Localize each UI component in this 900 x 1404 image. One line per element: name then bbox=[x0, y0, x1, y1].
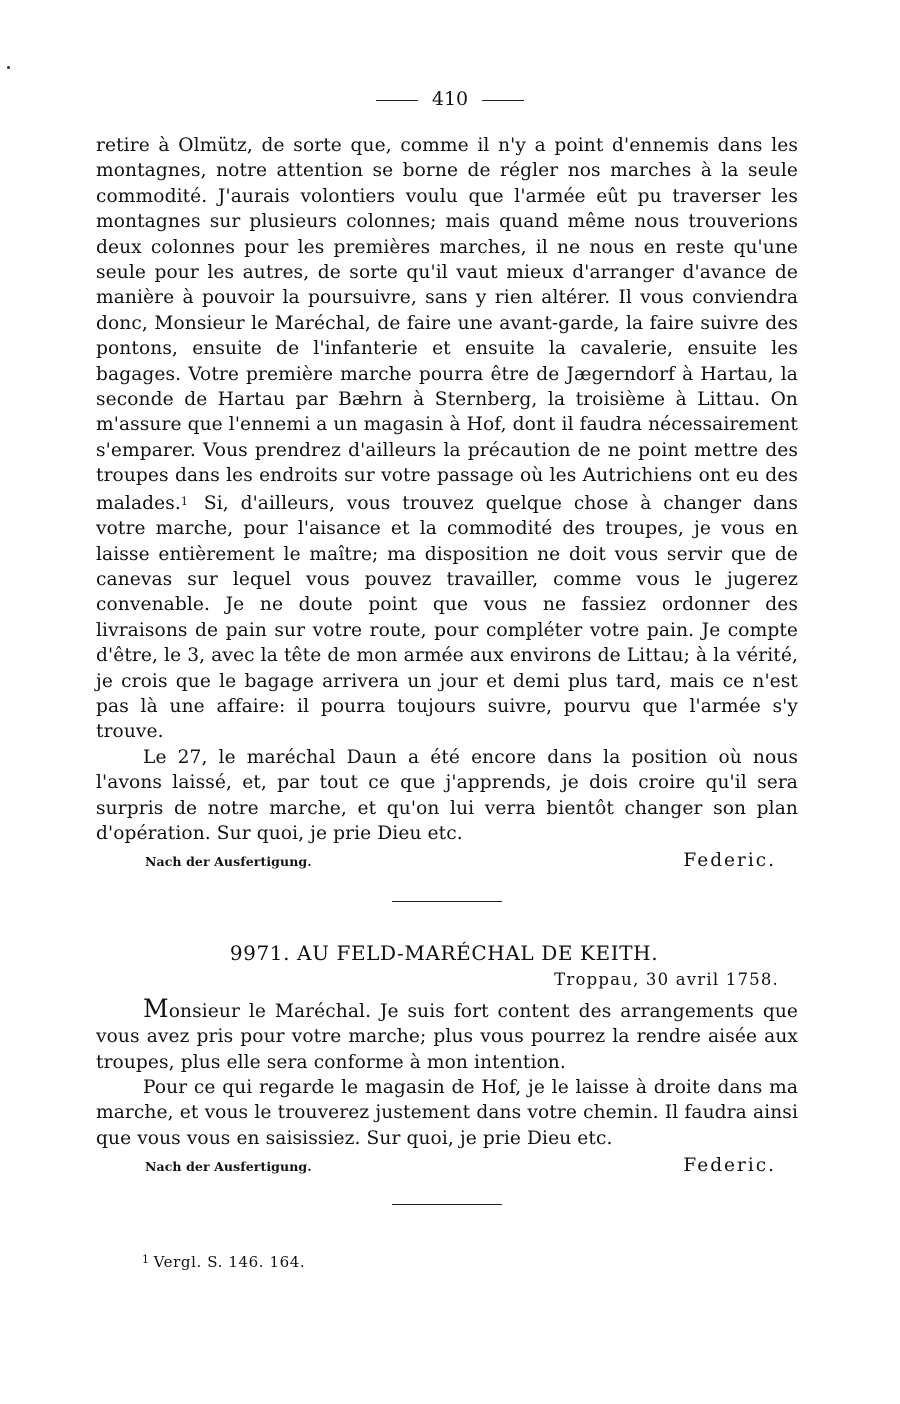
page-body bbox=[96, 133, 798, 1205]
letter-paragraph-1: Monsieur le Maréchal. Je suis fort content des arrangements que vous avez pris pour votre marche; plus vous pourrez la rendre aisée aux troupes, plus elle sera conforme à mon intention. bbox=[96, 993, 798, 1073]
section-separator bbox=[392, 901, 502, 902]
header-rule-left bbox=[376, 100, 418, 101]
letter-continuation-paragraph-1: retire à Olmütz, de sorte que, comme il n'y a point d'ennemis dans les montagnes, notre attention se borne de régler nos marches à la seule commodité. J'aurais volontiers voulu que l'armée eût pu traverser les montagnes sur plusieurs colonnes; mais quand même nous trouverions deux colonnes pour les premières marches, il ne nous en reste qu'une seule pour les autres, de sorte qu'il vaut mieux d'arranger d'avance de manière à pouvoir la poursuivre, sans y rien altérer. Il vous conviendra donc, Monsieur le Maréchal, de faire une avant-garde, la faire suivre des pontons, ensuite de l'infanterie et ensuite la cavalerie, ensuite les bagages. Votre première marche pourra être de Jægerndorf à Hartau, la seconde de Hartau par Bæhrn à Sternberg, la troisième à Littau. On m'assure que l'ennemi a un magasin à Hof, dont il faudra nécessairement s'emparer. Vous prendrez d'ailleurs la précaution de ne point mettre des troupes dans les endroits sur votre passage où les Autrichiens ont eu des malades.$^1$ Si, d'ailleurs, vous trouvez quelque chose à changer dans votre marche, pour l'aisance et la commodité des troupes, je vous en laisse entièrement le maître; ma disposition ne doit vous servir que de canevas sur lequel vous pouvez travailler, comme vous le jugerez convenable. Je ne doute point que vous ne fassiez ordonner des livraisons de pain sur votre route, pour compléter votre pain. Je compte d'être, le 3, avec la tête de mon armée aux environs de Littau; à la vérité, je crois que le bagage arrivera un jour et demi plus tard, mais ce n'est pas là une affaire: il pourra toujours suivre, pourvu que l'armée s'y trouve. bbox=[96, 135, 798, 743]
letter-paragraph-2: Pour ce qui regarde le magasin de Hof, je le laisse à droite dans ma marche, et vous le trouverez justement dans votre chemin. Il faudra ainsi que vous vous en saisissiez. Sur quoi, je prie Dieu etc. bbox=[96, 1077, 798, 1149]
closing-row-1 bbox=[96, 848, 798, 874]
letter-dateline: Troppau, 30 avril 1758. bbox=[554, 969, 779, 989]
footnote bbox=[142, 1253, 305, 1271]
letter-title: 9971. AU FELD-MARÉCHAL DE KEITH. bbox=[229, 940, 659, 965]
footnote-reference: 1 bbox=[180, 494, 189, 508]
page-header bbox=[0, 88, 900, 110]
signature: Federic. bbox=[683, 850, 776, 872]
section-separator bbox=[392, 1204, 502, 1205]
closing-row-2 bbox=[96, 1153, 798, 1179]
letter-continuation-paragraph-2: Le 27, le maréchal Daun a été encore dans la position où nous l'avons laissé, et, par tout ce que j'apprends, je dois croire qu'il sera surpris de notre marche, et qu'on lui verra bientôt changer son plan d'opération. Sur quoi, je prie Dieu etc. bbox=[96, 746, 798, 844]
initial-letter: M bbox=[143, 993, 169, 1023]
signature: Federic. bbox=[683, 1155, 776, 1177]
source-note: Nach der Ausfertigung. bbox=[145, 854, 312, 870]
header-rule-right bbox=[482, 100, 524, 101]
scan-speck bbox=[7, 66, 10, 69]
page-number: 410 bbox=[431, 88, 469, 110]
footnote-mark: 1 bbox=[142, 1253, 150, 1266]
source-note: Nach der Ausfertigung. bbox=[145, 1159, 312, 1175]
footnote-text: Vergl. S. 146. 164. bbox=[153, 1253, 306, 1271]
